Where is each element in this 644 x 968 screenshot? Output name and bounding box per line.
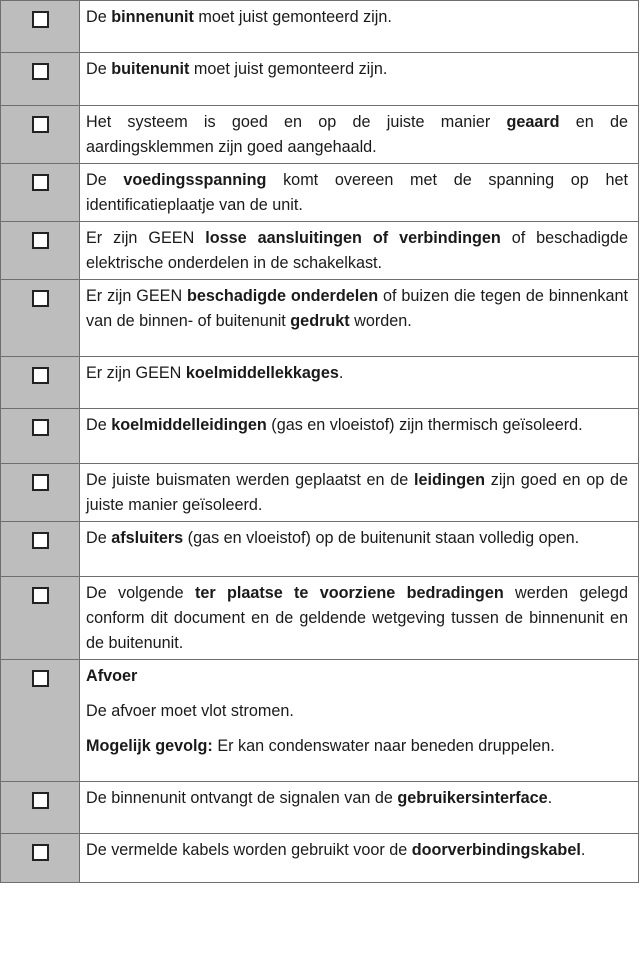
text-segment: en de aardingsklemmen zijn goed aangehaald. [86, 113, 629, 156]
text-segment: Het systeem is goed en op de juiste manier [86, 113, 507, 131]
text-segment: of beschadigde elektrische onderdelen in de schakelkast. [86, 229, 628, 272]
text-segment: . [338, 364, 344, 382]
bold-term: binnenunit [111, 8, 194, 26]
checklist-row [1, 357, 639, 409]
item-paragraph [86, 664, 628, 689]
bold-term: afsluiters [111, 529, 184, 547]
checklist-item-text [80, 164, 639, 222]
checklist-row [1, 106, 639, 164]
checklist-row [1, 53, 639, 106]
text-segment: . [580, 841, 586, 859]
checkbox-cell [1, 164, 80, 222]
bold-term: koelmiddellekkages [185, 364, 339, 382]
checklist-item-text [80, 660, 639, 782]
checkbox[interactable] [32, 63, 49, 80]
checklist-row [1, 164, 639, 222]
checkbox-cell [1, 409, 80, 464]
text-segment: De [86, 171, 124, 189]
checklist-item-text [80, 834, 639, 883]
checkbox[interactable] [32, 232, 49, 249]
checkbox-cell [1, 53, 80, 106]
text-segment: De [86, 416, 112, 434]
checklist-row [1, 409, 639, 464]
checkbox-cell [1, 577, 80, 660]
checklist-row [1, 522, 639, 577]
checkbox-cell [1, 660, 80, 782]
item-paragraph [86, 581, 628, 656]
checklist-item-text [80, 222, 639, 280]
checklist-row [1, 464, 639, 522]
checklist-item-text [80, 577, 639, 660]
checkbox[interactable] [32, 532, 49, 549]
item-paragraph [86, 526, 628, 551]
text-segment: (gas en vloeistof) op de buitenunit staan volledig open. [183, 529, 580, 547]
text-segment: werden gelegd conform dit document en de geldende wetgeving tussen de binnenunit en de buitenunit. [86, 584, 628, 652]
bold-term: gebruikersinterface [397, 789, 548, 807]
checkbox-cell [1, 464, 80, 522]
bold-term: geaard [506, 113, 560, 131]
item-paragraph [86, 361, 628, 386]
text-segment: Er kan condenswater naar beneden druppelen. [212, 737, 555, 755]
checklist-rows [1, 1, 639, 883]
checkbox-cell [1, 1, 80, 53]
bold-term: Mogelijk gevolg: [86, 737, 213, 755]
item-paragraph [86, 168, 628, 218]
bold-term: gedrukt [290, 312, 350, 330]
checkbox[interactable] [32, 844, 49, 861]
item-paragraph [86, 57, 628, 82]
bold-term: beschadigde onderdelen [187, 287, 379, 305]
text-segment: Er zijn GEEN [86, 229, 206, 247]
checklist-item-text [80, 1, 639, 53]
checkbox-cell [1, 357, 80, 409]
bold-term: losse aansluitingen of verbindingen [205, 229, 501, 247]
checklist-row [1, 782, 639, 834]
text-segment: De vermelde kabels worden gebruikt voor de [86, 841, 412, 859]
checklist-item-text [80, 409, 639, 464]
checkbox-cell [1, 522, 80, 577]
checkbox-cell [1, 222, 80, 280]
checkbox-cell [1, 782, 80, 834]
checkbox-cell [1, 106, 80, 164]
bold-term: Afvoer [86, 667, 138, 685]
checklist-row [1, 577, 639, 660]
bold-term: leidingen [414, 471, 486, 489]
item-paragraph [86, 284, 628, 334]
text-segment: . [547, 789, 553, 807]
checkbox[interactable] [32, 367, 49, 384]
text-segment: moet juist gemonteerd zijn. [193, 8, 392, 26]
text-segment: De juiste buismaten werden geplaatst en de [86, 471, 415, 489]
item-paragraph [86, 838, 628, 863]
checkbox[interactable] [32, 419, 49, 436]
checklist-item-text [80, 782, 639, 834]
item-paragraph [86, 786, 628, 811]
checklist-item-text [80, 522, 639, 577]
bold-term: koelmiddelleidingen [111, 416, 267, 434]
checklist-row [1, 222, 639, 280]
text-segment: (gas en vloeistof) zijn thermisch geïsoleerd. [266, 416, 583, 434]
checklist-item-text [80, 106, 639, 164]
checklist-item-text [80, 357, 639, 409]
item-paragraph [86, 413, 628, 438]
checklist-item-text [80, 280, 639, 357]
checklist-row [1, 1, 639, 53]
item-paragraph [86, 699, 628, 724]
text-segment: De volgende [86, 584, 195, 602]
text-segment: moet juist gemonteerd zijn. [189, 60, 388, 78]
checkbox[interactable] [32, 792, 49, 809]
item-paragraph [86, 5, 628, 30]
checkbox-cell [1, 834, 80, 883]
checkbox[interactable] [32, 11, 49, 28]
checkbox-cell [1, 280, 80, 357]
item-paragraph [86, 110, 628, 160]
text-segment: De [86, 60, 112, 78]
bold-term: ter plaatse te voorziene bedradingen [194, 584, 504, 602]
checkbox[interactable] [32, 174, 49, 191]
text-segment: De afvoer moet vlot stromen. [86, 702, 294, 720]
checkbox[interactable] [32, 474, 49, 491]
checkbox[interactable] [32, 116, 49, 133]
checklist-row [1, 280, 639, 357]
text-segment: of buizen die tegen de binnenkant van de binnen- of buitenunit [86, 287, 628, 330]
checkbox[interactable] [32, 587, 49, 604]
bold-term: buitenunit [111, 60, 190, 78]
text-segment: De binnenunit ontvangt de signalen van de [86, 789, 398, 807]
item-paragraph [86, 226, 628, 276]
checklist-row [1, 660, 639, 782]
item-paragraph [86, 468, 628, 518]
bold-term: voedingsspanning [123, 171, 267, 189]
text-segment: Er zijn GEEN [86, 364, 186, 382]
text-segment: zijn goed en op de juiste manier geïsoleerd. [86, 471, 628, 514]
checkbox[interactable] [32, 670, 49, 687]
text-segment: worden. [349, 312, 412, 330]
checkbox[interactable] [32, 290, 49, 307]
checklist-item-text [80, 53, 639, 106]
text-segment: De [86, 529, 112, 547]
item-paragraph [86, 734, 628, 759]
text-segment: komt overeen met de spanning op het identificatieplaatje van de unit. [86, 171, 628, 214]
text-segment: De [86, 8, 112, 26]
checklist-row [1, 834, 639, 883]
text-segment: Er zijn GEEN [86, 287, 188, 305]
checklist-item-text [80, 464, 639, 522]
bold-term: doorverbindingskabel [411, 841, 581, 859]
